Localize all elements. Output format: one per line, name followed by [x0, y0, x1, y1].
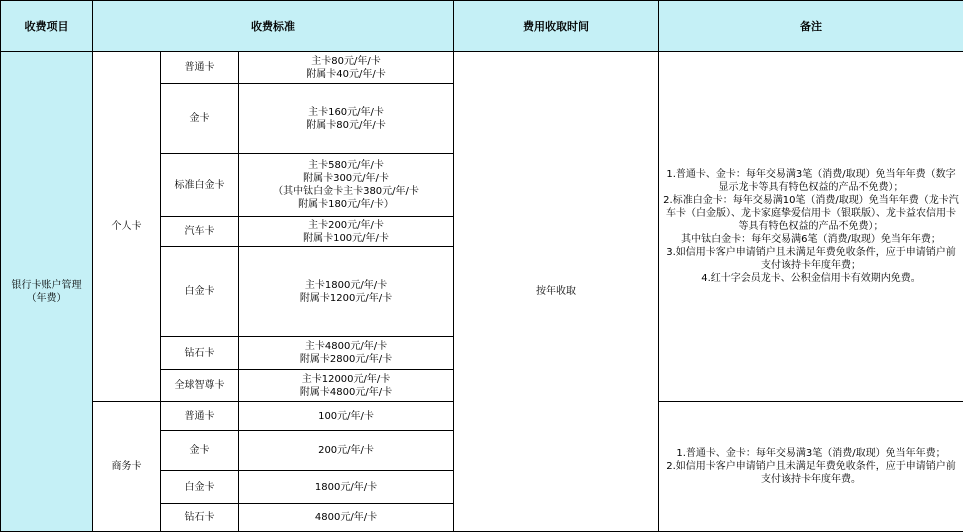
category-cell [1, 52, 93, 532]
fee-standard-cell [239, 84, 454, 154]
fee-line: 附属卡300元/年/卡 [239, 172, 453, 185]
fee-line: 附属卡1200元/年/卡 [239, 292, 453, 305]
fee-line: 主卡580元/年/卡 [239, 159, 453, 172]
card-type-cell: 普通卡 [161, 52, 239, 84]
fee-line: 主卡200元/年/卡 [239, 219, 453, 232]
fee-standard-cell [239, 247, 454, 337]
fee-standard-cell [239, 402, 454, 431]
table-row [1, 52, 963, 84]
remark-line: 1.普通卡、金卡：每年交易满3笔（消费/取现）免当年年费（数字显示龙卡等具有特色权益的产品不免费）； [663, 168, 959, 194]
remark-line: 4.红十字会员龙卡、公积金信用卡有效期内免费。 [663, 272, 959, 285]
card-group-personal: 个人卡 [93, 52, 161, 402]
fee-line: （其中钛白金卡主卡380元/年/卡 [239, 185, 453, 198]
card-type-cell: 汽车卡 [161, 217, 239, 247]
fee-line: 4800元/年/卡 [239, 511, 453, 524]
fee-line: 100元/年/卡 [239, 410, 453, 423]
fee-line: 主卡1800元/年/卡 [239, 279, 453, 292]
card-group-business: 商务卡 [93, 402, 161, 532]
card-type-cell: 钻石卡 [161, 504, 239, 532]
fee-line: 附属卡40元/年/卡 [239, 68, 453, 81]
header-row [1, 1, 963, 52]
fee-standard-cell [239, 370, 454, 402]
card-type-cell: 标准白金卡 [161, 154, 239, 217]
fee-standard-cell [239, 471, 454, 504]
fee-standard-cell [239, 217, 454, 247]
fee-line: 200元/年/卡 [239, 444, 453, 457]
remark-line: 1.普通卡、金卡：每年交易满3笔（消费/取现）免当年年费； [663, 447, 959, 460]
remark-business [659, 402, 963, 532]
fee-line: 附属卡4800元/年/卡 [239, 386, 453, 399]
remark-line: 其中钛白金卡：每年交易满6笔（消费/取现）免当年年费； [663, 233, 959, 246]
fee-line: 主卡160元/年/卡 [239, 106, 453, 119]
fee-standard-cell [239, 154, 454, 217]
remark-personal [659, 52, 963, 402]
card-type-cell: 金卡 [161, 84, 239, 154]
header-standard: 收费标准 [93, 1, 454, 52]
charge-time-cell: 按年收取 [454, 52, 659, 532]
fee-standard-cell [239, 52, 454, 84]
card-type-cell: 白金卡 [161, 471, 239, 504]
fee-line: 附属卡2800元/年/卡 [239, 353, 453, 366]
fee-line: 主卡4800元/年/卡 [239, 340, 453, 353]
card-type-cell: 金卡 [161, 431, 239, 471]
card-type-cell: 普通卡 [161, 402, 239, 431]
card-type-cell: 全球智尊卡 [161, 370, 239, 402]
fee-line: 附属卡180元/年/卡） [239, 198, 453, 211]
fee-standard-cell [239, 337, 454, 370]
fee-line: 附属卡80元/年/卡 [239, 119, 453, 132]
fee-table-body [1, 52, 963, 532]
fee-standard-cell [239, 504, 454, 532]
remark-line: 2.标准白金卡：每年交易满10笔（消费/取现）免当年年费（龙卡汽车卡（白金版）、龙卡家庭挚爱信用卡（银联版）、龙卡益农信用卡等具有特色权益的产品不免费）； [663, 194, 959, 233]
card-type-cell: 白金卡 [161, 247, 239, 337]
category-line: 银行卡账户管理 [1, 279, 92, 292]
fee-line: 1800元/年/卡 [239, 481, 453, 494]
fee-line: 附属卡100元/年/卡 [239, 232, 453, 245]
remark-line: 3.如信用卡客户申请销户且未满足年费免收条件，应于申请销户前支付该持卡年度年费； [663, 246, 959, 272]
header-item: 收费项目 [1, 1, 93, 52]
category-line: （年费） [1, 292, 92, 305]
fee-line: 主卡80元/年/卡 [239, 55, 453, 68]
card-type-cell: 钻石卡 [161, 337, 239, 370]
fee-line: 主卡12000元/年/卡 [239, 373, 453, 386]
remark-line: 2.如信用卡客户申请销户且未满足年费免收条件，应于申请销户前支付该持卡年度年费。 [663, 460, 959, 486]
fee-standard-cell [239, 431, 454, 471]
header-time: 费用收取时间 [454, 1, 659, 52]
header-remark: 备注 [659, 1, 963, 52]
